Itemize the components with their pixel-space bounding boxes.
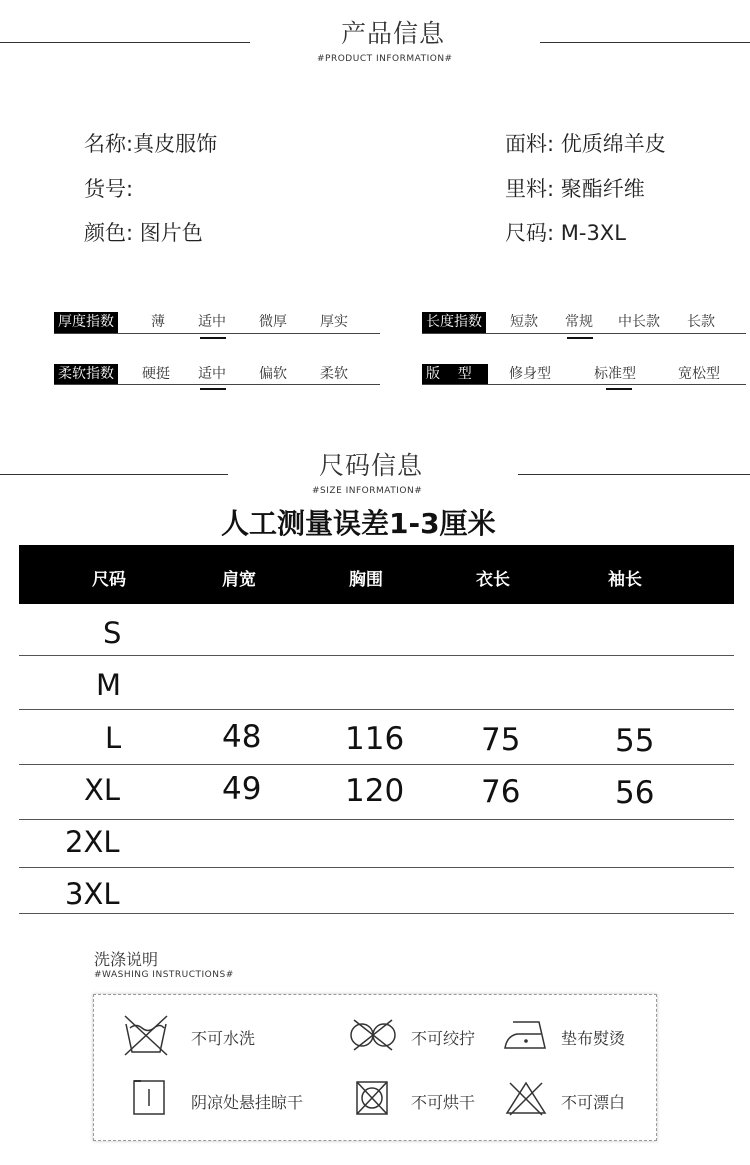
thickness-selected-marker bbox=[200, 337, 226, 339]
softness-option: 偏软 bbox=[259, 366, 287, 382]
size-label-l: L bbox=[105, 721, 122, 755]
title-rule-right bbox=[540, 42, 750, 43]
length-xl: 76 bbox=[481, 774, 521, 810]
size-title-rule-left bbox=[0, 474, 228, 475]
fit-option: 标准型 bbox=[594, 366, 636, 382]
size-title-rule-right bbox=[518, 474, 750, 475]
chest-l: 116 bbox=[345, 721, 405, 757]
size-label-xl: XL bbox=[84, 773, 121, 807]
header-chest: 胸围 bbox=[349, 570, 383, 590]
shoulder-xl: 49 bbox=[222, 771, 262, 807]
thickness-option: 微厚 bbox=[259, 314, 287, 330]
length-index-label: 长度指数 bbox=[422, 312, 486, 333]
softness-option: 柔软 bbox=[320, 366, 348, 382]
header-size: 尺码 bbox=[92, 570, 126, 590]
wash-label-no-wash: 不可水洗 bbox=[191, 1029, 256, 1048]
product-color: 颜色: 图片色 bbox=[84, 221, 203, 245]
shade-dry-icon bbox=[131, 1078, 167, 1118]
table-row-divider bbox=[19, 764, 734, 765]
product-name: 名称:真皮服饰 bbox=[84, 132, 218, 156]
softness-selected-marker bbox=[200, 388, 226, 390]
table-row-divider bbox=[19, 709, 734, 710]
size-info-subtitle: #SIZE INFORMATION# bbox=[312, 486, 423, 496]
table-row-divider bbox=[19, 913, 734, 914]
table-row-divider bbox=[19, 655, 734, 656]
thickness-option: 适中 bbox=[198, 314, 226, 330]
size-info-title: 尺码信息 bbox=[319, 451, 424, 480]
no-tumble-dry-icon bbox=[354, 1079, 390, 1117]
length-option: 短款 bbox=[510, 314, 538, 330]
length-selected-marker bbox=[567, 337, 593, 339]
product-size-range: 尺码: M-3XL bbox=[505, 221, 626, 245]
length-option: 长款 bbox=[687, 314, 715, 330]
washing-subtitle: #WASHING INSTRUCTIONS# bbox=[94, 970, 234, 980]
softness-index-line bbox=[54, 384, 380, 385]
measurement-note: 人工测量误差1-3厘米 bbox=[221, 507, 496, 540]
title-rule-left bbox=[0, 42, 250, 43]
no-wring-icon bbox=[348, 1017, 398, 1053]
fit-index-label: 版 型 bbox=[422, 364, 488, 385]
fit-index-line bbox=[422, 384, 746, 385]
table-row-divider bbox=[19, 867, 734, 868]
thickness-option: 薄 bbox=[151, 314, 165, 330]
size-table-header bbox=[19, 545, 734, 604]
product-sku: 货号: bbox=[84, 177, 134, 201]
size-label-s: S bbox=[103, 616, 122, 650]
thickness-option: 厚实 bbox=[320, 314, 348, 330]
iron-with-cloth-icon bbox=[501, 1014, 551, 1054]
header-length: 衣长 bbox=[476, 570, 510, 590]
no-wash-icon bbox=[121, 1012, 171, 1058]
thickness-index-line bbox=[54, 333, 380, 334]
product-info-title: 产品信息 bbox=[341, 19, 446, 48]
length-option: 常规 bbox=[565, 314, 593, 330]
softness-option: 适中 bbox=[198, 366, 226, 382]
length-option: 中长款 bbox=[618, 314, 660, 330]
sleeve-l: 55 bbox=[615, 723, 655, 759]
length-index-line bbox=[422, 333, 746, 334]
size-label-m: M bbox=[96, 668, 122, 702]
fit-option: 宽松型 bbox=[678, 366, 720, 382]
softness-option: 硬挺 bbox=[142, 366, 170, 382]
wash-label-no-tumble-dry: 不可烘干 bbox=[411, 1093, 476, 1112]
chest-xl: 120 bbox=[345, 773, 405, 809]
size-label-2xl: 2XL bbox=[65, 825, 120, 859]
length-l: 75 bbox=[481, 722, 521, 758]
table-row-divider bbox=[19, 819, 734, 820]
header-sleeve: 袖长 bbox=[608, 570, 642, 590]
shoulder-l: 48 bbox=[222, 719, 262, 755]
wash-label-shade-dry: 阴凉处悬挂晾干 bbox=[191, 1093, 304, 1112]
softness-index-label: 柔软指数 bbox=[54, 364, 118, 385]
wash-label-no-wring: 不可绞拧 bbox=[411, 1029, 476, 1048]
washing-title: 洗涤说明 bbox=[94, 950, 159, 969]
fit-option: 修身型 bbox=[509, 366, 551, 382]
thickness-index-label: 厚度指数 bbox=[54, 312, 118, 333]
wash-label-iron: 垫布熨烫 bbox=[561, 1029, 626, 1048]
sleeve-xl: 56 bbox=[615, 775, 655, 811]
product-info-subtitle: #PRODUCT INFORMATION# bbox=[317, 54, 453, 64]
header-shoulder: 肩宽 bbox=[222, 570, 256, 590]
product-lining: 里料: 聚酯纤维 bbox=[505, 177, 645, 201]
product-fabric: 面料: 优质绵羊皮 bbox=[505, 132, 666, 156]
wash-label-no-bleach: 不可漂白 bbox=[561, 1093, 626, 1112]
size-label-3xl: 3XL bbox=[65, 877, 120, 911]
fit-selected-marker bbox=[606, 388, 632, 390]
no-bleach-icon bbox=[504, 1079, 548, 1117]
